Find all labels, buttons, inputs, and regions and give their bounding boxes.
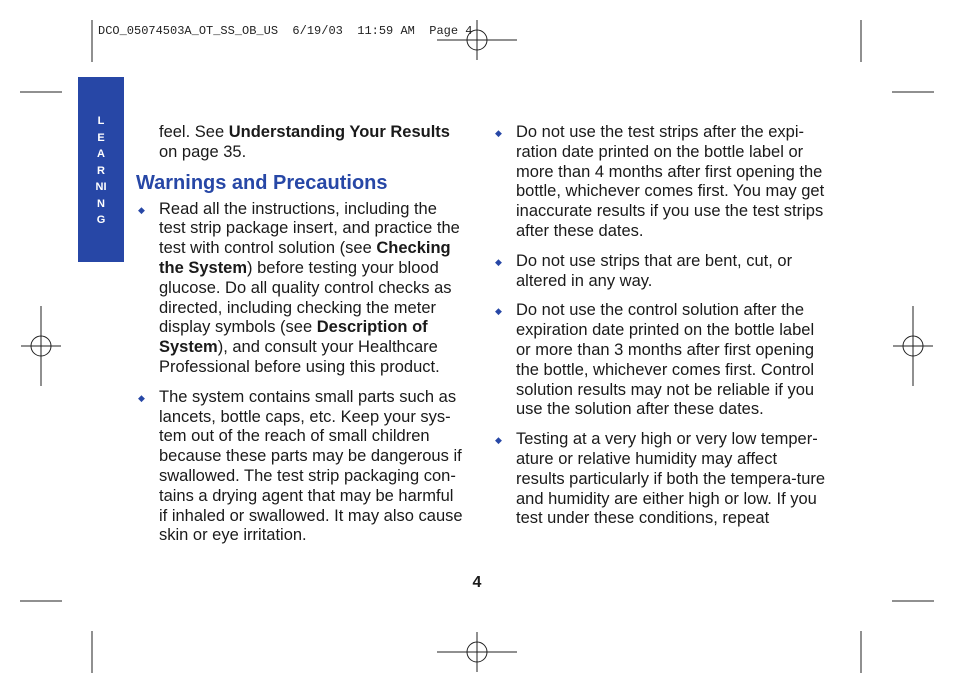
registration-mark-left: [21, 306, 61, 386]
warning-item: ◆ The system contains small parts such as lancets, bottle caps, etc. Keep your sys-tem out of the reach of small children because these parts may be dangerous if swallowed. The test strip packaging con-tains a drying agent that may be harmful if inhaled or swallowed. It may also cause skin or eye irritation.: [138, 387, 463, 545]
cross-reference: Description of System: [159, 318, 428, 357]
section-tab-label: LEARNING: [95, 115, 107, 226]
cross-reference: Understanding Your Results: [228, 123, 450, 141]
bullet-diamond-icon: ◆: [495, 306, 502, 317]
print-slug-line: DCO_05074503A_OT_SS_OB_US 6/19/03 11:59 AM Page 4: [98, 24, 473, 38]
warning-item: ◆ Do not use the test strips after the expi-ration date printed on the bottle label or more than 4 months after first opening the bottle, whichever comes first. You may get inaccurate results if you use the test strips after these dates.: [495, 123, 825, 240]
bullet-diamond-icon: ◆: [138, 392, 145, 403]
section-heading: Warnings and Precautions: [136, 171, 388, 194]
right-column: [493, 123, 828, 539]
bullet-diamond-icon: ◆: [495, 256, 502, 267]
cross-reference: Checking the System: [159, 239, 451, 277]
section-tab: [78, 77, 124, 262]
bullet-diamond-icon: ◆: [495, 435, 502, 446]
page-number: 4: [472, 574, 482, 591]
bullet-diamond-icon: ◆: [138, 204, 145, 215]
warning-item: ◆ Do not use the control solution after the expiration date printed on the bottle label or more than 3 months after first opening the bottle, whichever comes first. Control solution results may not be reliable if you use the solution after these dates.: [495, 301, 815, 419]
intro-paragraph: feel. See Understanding Your Results on page 35.: [159, 123, 450, 161]
registration-mark-bottom: [437, 632, 517, 672]
registration-mark-right: [893, 306, 933, 386]
warning-item: ◆ Do not use strips that are bent, cut, or altered in any way.: [495, 251, 793, 290]
left-column: [136, 123, 466, 556]
registration-mark-top: [437, 20, 517, 60]
warning-item: ◆ Read all the instructions, including the test strip package insert, and practice the test with control solution (see Checking the System) before testing your blood glucose. Do all quality control checks as directed, including checking the meter display symbols (see Description of System), and consult your Healthcare Professional before using this product.: [138, 199, 460, 376]
warning-item: ◆ Testing at a very high or very low temper-ature or relative humidity may affect results particularly if both the tempera-ture and humidity are either high or low. If you test under these conditions, repeat: [495, 430, 826, 528]
bullet-diamond-icon: ◆: [495, 128, 502, 138]
